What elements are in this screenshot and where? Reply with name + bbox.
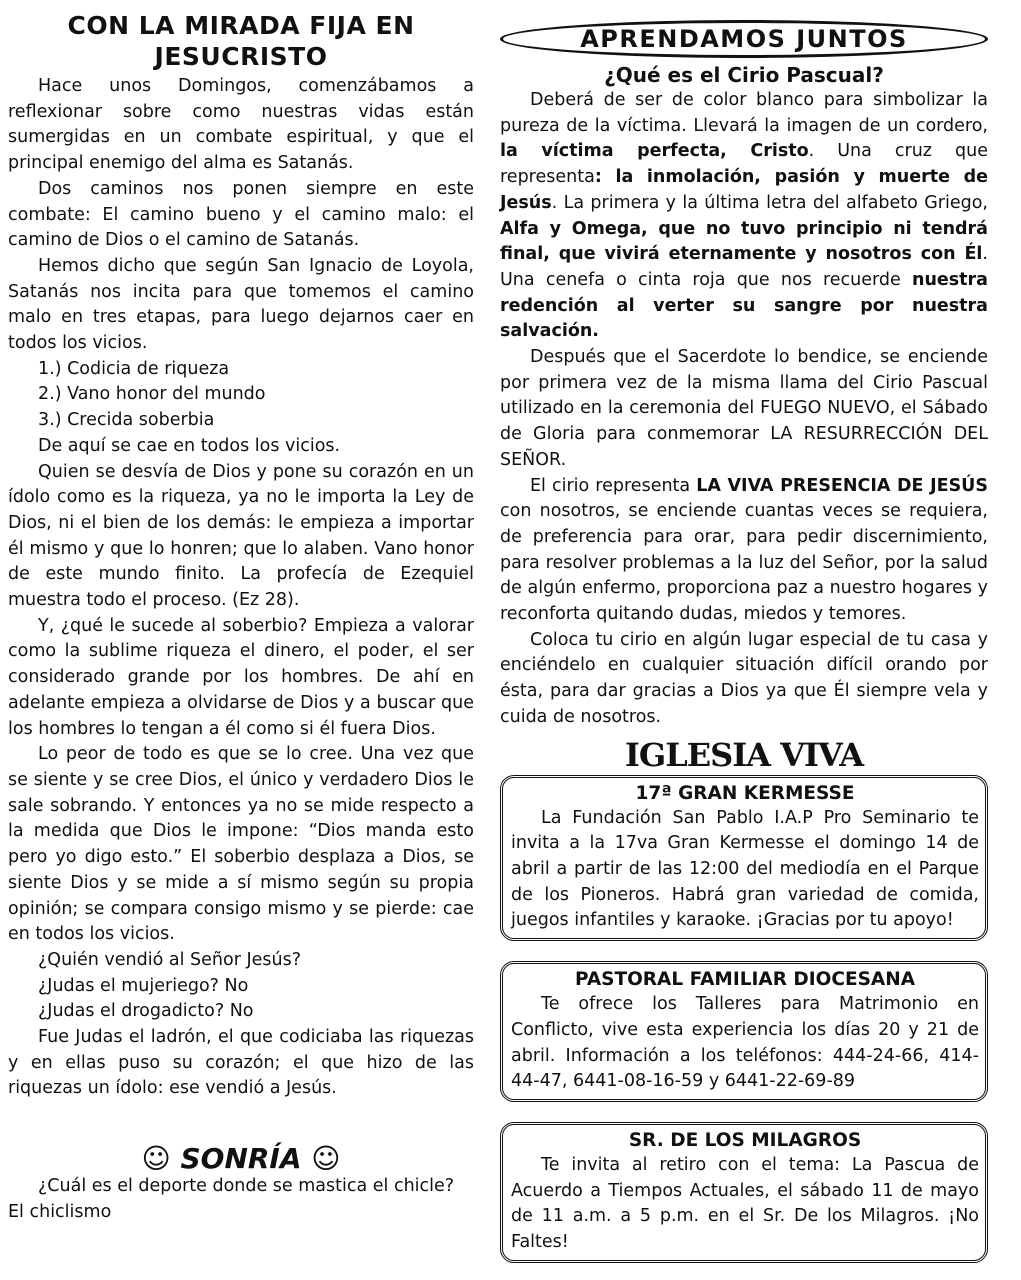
iglesia-viva-heading: IGLESIA VIVA	[624, 735, 864, 774]
joke-answer: El chiclismo	[8, 1201, 112, 1222]
paragraph: El cirio representa LA VIVA PRESENCIA DE JESÚS con nosotros, se enciende cuantas veces se requiera, de preferencia para orar, para pedir discernimiento, para resolver problemas a la luz del Señor, por la salud de algún enfermo, proporciona paz a nuestro hogares y reconforta quitando dudas, miedos y temores.	[500, 475, 988, 625]
paragraph: Y, ¿qué le sucede al soberbio? Empieza a valorar como la sublime riqueza el dinero, el poder, el ser considerado grande por los hombres. De ahí en adelante empieza a olvidarse de Dios y a buscar que los hombres lo tengan a él como si él fuera Dios.	[8, 615, 474, 739]
paragraph: De aquí se cae en todos los vicios.	[38, 435, 341, 456]
announcement-title: SR. DE LOS MILAGROS	[628, 1129, 862, 1151]
paragraph: Coloca tu cirio en algún lugar especial de tu casa y enciéndelo en cualquier situación difícil orando por ésta, para dar gracias a Dios ya que Él siempre vela y cuida de nosotros.	[500, 629, 988, 727]
right-column	[500, 0, 988, 1263]
paragraph: Lo peor de todo es que se lo cree. Una vez que se siente y se cree Dios, el único y verdadero Dios le sale sobrando. Y entonces ya no se mide respecto a la medida que Dios le impone: “Dios manda esto pero yo digo esto.” El soberbio desplaza a Dios, se siente Dios y se mide a sí mismo según su propia opinión; se compara consigo mismo y se pierde: cae en todos los vicios.	[8, 744, 474, 945]
paragraph: Después que el Sacerdote lo bendice, se enciende por primera vez de la misma llama del Cirio Pascual utilizado en la ceremonia del FUEGO NUEVO, el Sábado de Gloria para conmemorar LA RESURRECCIÓN DEL SEÑOR.	[500, 347, 988, 470]
article-title: CON LA MIRADA FIJA EN JESUCRISTO	[67, 11, 415, 71]
announcement-box	[500, 1122, 988, 1263]
announcement-text: La Fundación San Pablo I.A.P Pro Seminario te invita a la 17va Gran Kermesse el domingo 14 de abril a partir de las 12:00 del mediodía en el Parque de los Pioneros. Habrá gran variedad de comida, juegos infantiles y karaoke. ¡Gracias por tu apoyo!	[511, 807, 979, 931]
announcement-text: Te invita al retiro con el tema: La Pascua de Acuerdo a Tiempos Actuales, el sábado 11 de mayo de 11 a.m. a 5 p.m. en el Sr. De los Milagros. ¡No Faltes!	[511, 1154, 979, 1253]
sonria-heading: ☺ SONRÍA ☺	[141, 1142, 341, 1176]
question-line: ¿Judas el drogadicto? No	[38, 1001, 254, 1022]
paragraph: Fue Judas el ladrón, el que codiciaba las riquezas y en ellas puso su corazón; el que hizo de las riquezas un ídolo: ese vendió a Jesús.	[8, 1027, 474, 1099]
paragraph: Deberá de ser de color blanco para simbolizar la pureza de la víctima. Llevará la imagen de un cordero, la víctima perfecta, Cristo. Una cruz que representa: la inmolación, pasión y muerte de Jesús. La primera y la última letra del alfabeto Griego, Alfa y Omega, que no tuvo principio ni tendrá final, que vivirá eternamente y nosotros con Él. Una cenefa o cinta roja que nos recuerde nuestra redención al verter su sangre por nuestra salvación.	[500, 90, 988, 342]
question-line: ¿Quién vendió al Señor Jesús?	[38, 949, 302, 970]
paragraph: Hace unos Domingos, comenzábamos a reflexionar sobre como nuestras vidas están sumergidas en un combate espiritual, y que el principal enemigo del alma es Satanás.	[8, 76, 474, 174]
left-column	[8, 0, 474, 1226]
paragraph: Hemos dicho que según San Ignacio de Loyola, Satanás nos incita para que tomemos el camino malo en tres etapas, para luego dejarnos caer en todos los vicios.	[8, 255, 474, 354]
announcement-title: PASTORAL FAMILIAR DIOCESANA	[574, 969, 916, 991]
announcement-title: 17ª GRAN KERMESSE	[635, 782, 855, 804]
question-line: ¿Judas el mujeriego? No	[38, 975, 249, 996]
joke-question: ¿Cuál es el deporte donde se mastica el chicle?	[38, 1176, 455, 1197]
announcement-box	[500, 961, 988, 1102]
list-item: 1.) Codicia de riqueza	[38, 358, 230, 379]
list-item: 3.) Crecida soberbia	[38, 410, 215, 431]
announcement-text: Te ofrece los Talleres para Matrimonio en Conflicto, vive esta experiencia los días 20 y 21 de abril. Información a los teléfonos: 444-24-66, 414-44-47, 6441-08-16-59 y 6441-22-69-89	[511, 994, 979, 1092]
article-body	[8, 74, 474, 1102]
announcement-box	[500, 775, 988, 942]
section-subtitle: ¿Qué es el Cirio Pascual?	[604, 63, 884, 87]
paragraph: Quien se desvía de Dios y pone su corazón en un ídolo como es la riqueza, ya no le importa la Ley de Dios, ni el bien de los demás: le empieza a importar él mismo y que lo honren; que lo alaben. Vano honor de este mundo finito. La profecía de Ezequiel muestra todo el proceso. (Ez 28).	[8, 461, 474, 611]
list-item: 2.) Vano honor del mundo	[38, 384, 266, 405]
section-title-oval: APRENDAMOS JUNTOS	[500, 20, 988, 58]
paragraph: Dos caminos nos ponen siempre en este combate: El camino bueno y el camino malo: el camino de Dios o el camino de Satanás.	[8, 178, 474, 251]
